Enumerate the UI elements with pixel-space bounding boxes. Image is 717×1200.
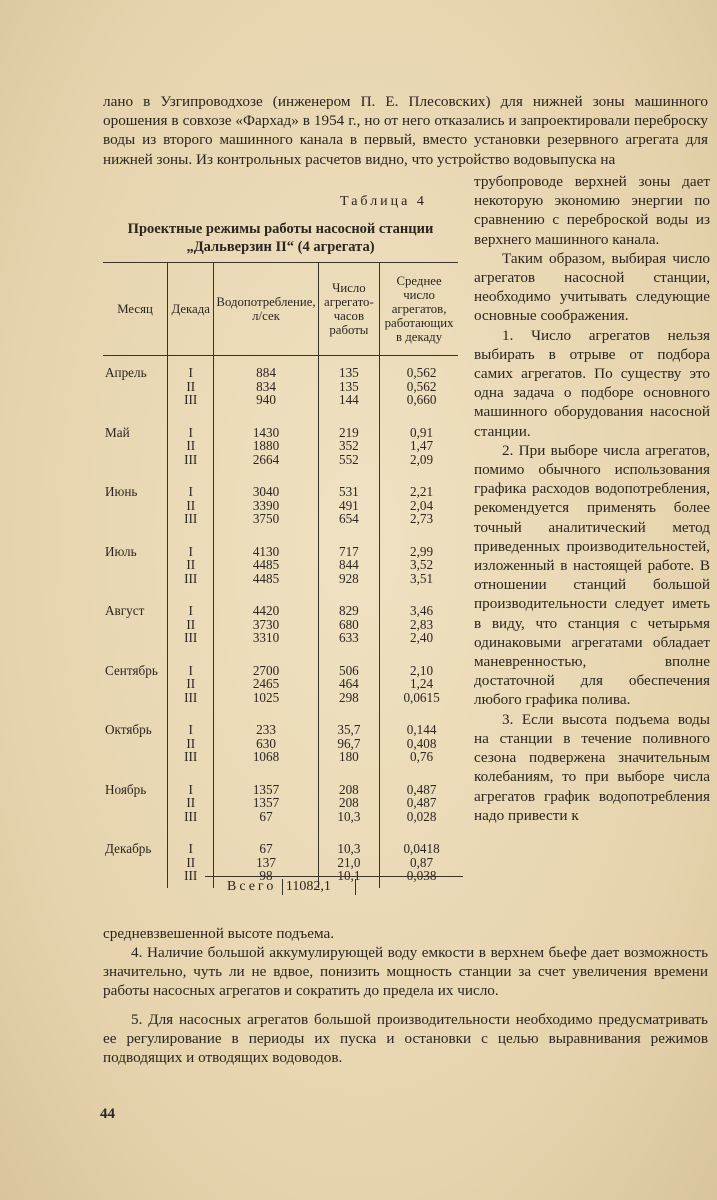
cell-decade-line: I [188, 722, 193, 737]
cell-avg [380, 590, 458, 650]
cell-hours-line: 491 [338, 497, 359, 513]
cell-month: Июнь [105, 484, 138, 499]
cell-consumption-line: 233 [256, 722, 276, 737]
cell-decade-line: III [184, 511, 198, 526]
cell-consumption [214, 650, 318, 710]
right-para-0: трубопроводе верхней зоны дает некоторую экономию энергии по сравнению с переброской воды из верхнего машинного канала. [474, 173, 710, 248]
cell-consumption [214, 471, 318, 531]
cell-consumption-line: 4485 [252, 557, 280, 572]
cell-consumption [214, 590, 318, 650]
pump-station-table [103, 262, 458, 888]
cell-consumption-line: 3750 [252, 511, 280, 526]
cell-consumption-line: 2465 [252, 676, 280, 691]
cell-decade [168, 356, 214, 412]
page-number: 44 [100, 1106, 115, 1122]
cell-avg-line: 0,0615 [403, 689, 440, 705]
cell-decade-line: II [186, 735, 196, 751]
cell-decade [168, 471, 214, 531]
cell-hours [318, 531, 380, 591]
table-label: Таблица 4 [340, 194, 427, 209]
cell-decade-line: I [188, 424, 193, 440]
header-hours: Число агрегато-часов работы [318, 263, 380, 356]
cell-hours-line: 144 [338, 392, 359, 407]
cell-consumption-line: 3310 [252, 630, 280, 645]
cell-hours-line: 135 [338, 365, 359, 380]
cell-avg [380, 650, 458, 710]
cell-hours [318, 590, 380, 650]
cell-avg-line: 2,83 [410, 616, 434, 632]
cell-consumption-line: 1068 [252, 749, 280, 764]
cell-hours-line: 219 [338, 424, 359, 440]
cell-decade-line: II [186, 676, 196, 691]
cell-avg-line: 3,51 [410, 570, 434, 586]
cell-hours-line: 717 [338, 543, 359, 559]
cell-hours-line: 633 [338, 630, 359, 645]
table-row [103, 590, 458, 650]
cell-avg-line: 2,99 [410, 543, 434, 559]
cell-hours [318, 412, 380, 472]
cell-avg-line: 3,46 [410, 603, 434, 618]
cell-avg [380, 531, 458, 591]
cell-hours [318, 769, 380, 829]
table-row [103, 709, 458, 769]
cell-hours-line: 928 [338, 570, 359, 586]
cell-hours-line: 531 [338, 484, 359, 499]
cell-avg-line: 2,40 [410, 630, 434, 645]
cell-avg [380, 709, 458, 769]
cell-hours-line: 180 [338, 749, 359, 764]
cell-decade-line: II [186, 557, 196, 572]
cell-hours [318, 356, 380, 412]
cell-consumption-line: 3040 [252, 484, 280, 499]
header-decade: Декада [168, 263, 214, 356]
cell-avg-line: 2,10 [410, 662, 434, 678]
cell-consumption-line: 4485 [252, 570, 280, 586]
cell-consumption-line: 1430 [252, 424, 280, 440]
cell-hours-line: 552 [338, 451, 359, 467]
cell-avg-line: 0,0418 [403, 841, 440, 856]
cell-consumption-line: 137 [256, 854, 276, 870]
cell-decade-line: I [188, 365, 193, 380]
cell-decade-line: III [184, 808, 198, 824]
cell-avg-line: 0,408 [406, 735, 437, 751]
table-body [103, 356, 458, 888]
cell-month: Май [105, 424, 130, 440]
cell-decade [168, 650, 214, 710]
table-row [103, 356, 458, 412]
cell-consumption [214, 709, 318, 769]
cell-avg-line: 2,73 [410, 511, 434, 526]
cell-month: Август [105, 603, 145, 618]
cell-consumption [214, 531, 318, 591]
cell-decade-line: II [186, 378, 196, 394]
cell-avg [380, 769, 458, 829]
cell-month: Октябрь [105, 722, 152, 737]
intro-paragraph: лано в Узгипроводхозе (инженером П. Е. Плесовских) для нижней зоны машинного орошения в совхозе «Фархад» в 1954 г., но от него отказались и запроектировали переброску воды из второго машинного канала в первый, вместо установки резервного агрегата для нижней зоны. Из контрольных расчетов видно, что устройство водовыпуска на [103, 93, 708, 168]
table-row [103, 471, 458, 531]
cell-consumption-line: 1880 [252, 438, 280, 453]
total-row [205, 876, 463, 895]
cell-avg-line: 1,47 [410, 438, 434, 453]
cell-decade-line: II [186, 497, 196, 513]
cell-hours-line: 96,7 [337, 735, 361, 751]
table-row [103, 531, 458, 591]
cell-decade-line: III [184, 630, 198, 645]
cell-avg-line: 0,91 [410, 424, 434, 440]
table-row [103, 412, 458, 472]
cell-decade-line: II [186, 795, 196, 810]
right-para-4: 3. Если высота подъема воды на станции в течение поливного сезона подвержена значительным колебаниям, то при выборе числа агрегатов график водопотребления надо привести к [474, 710, 710, 824]
cell-consumption-line: 884 [256, 365, 276, 380]
cell-hours-line: 10,3 [337, 841, 361, 856]
cell-consumption [214, 356, 318, 412]
cell-consumption-line: 67 [259, 808, 273, 824]
cell-consumption-line: 834 [256, 378, 276, 394]
cell-decade [168, 709, 214, 769]
cell-decade-line: III [184, 868, 198, 883]
right-para-1: Таким образом, выбирая число агрегатов насосной станции, необходимо учитывать следующие основные соображения. [474, 249, 710, 325]
cell-hours [318, 471, 380, 531]
cell-month: Июль [105, 543, 137, 559]
cell-hours-line: 35,7 [337, 722, 361, 737]
cell-avg-line: 0,487 [406, 781, 437, 797]
cell-consumption-line: 1025 [252, 689, 280, 705]
cell-decade-line: I [188, 543, 193, 559]
cell-consumption-line: 1357 [252, 795, 280, 810]
cell-month: Сентябрь [105, 662, 158, 678]
table-title-line1: Проектные режимы работы насосной станции [127, 221, 434, 237]
cell-decade-line: III [184, 570, 198, 586]
table-row [103, 769, 458, 829]
cell-decade-line: III [184, 451, 198, 467]
cell-hours-line: 844 [338, 557, 359, 572]
right-para-2: 1. Число агрегатов нельзя выбирать в отрыве от подбора самих агрегатов. По существу это одна задача о подборе основного машинного оборудования насосной станции. [474, 326, 710, 440]
cell-hours-line: 680 [338, 616, 359, 632]
cell-avg-line: 1,24 [410, 676, 434, 691]
cell-hours-line: 298 [338, 689, 359, 705]
cell-consumption-line: 630 [256, 735, 276, 751]
cell-decade-line: III [184, 749, 198, 764]
cell-consumption-line: 940 [256, 392, 276, 407]
table-title [103, 220, 458, 256]
cell-avg-line: 0,660 [406, 392, 437, 407]
cell-avg-line: 2,04 [410, 497, 434, 513]
cell-avg-line: 0,144 [406, 722, 437, 737]
cell-consumption-line: 67 [259, 841, 273, 856]
cell-avg-line: 0,038 [406, 868, 437, 883]
cell-hours [318, 709, 380, 769]
cell-avg-line: 2,09 [410, 451, 434, 467]
cell-avg-line: 0,87 [410, 854, 434, 870]
cell-consumption-line: 4420 [252, 603, 280, 618]
cell-avg [380, 356, 458, 412]
cell-consumption-line: 3390 [252, 497, 280, 513]
cell-avg-line: 0,562 [406, 378, 437, 394]
cell-hours-line: 208 [338, 795, 359, 810]
cell-decade [168, 412, 214, 472]
cell-decade-line: II [186, 616, 196, 632]
cell-month: Декабрь [105, 841, 152, 856]
cell-decade [168, 769, 214, 829]
cell-consumption [214, 769, 318, 829]
cell-decade [168, 590, 214, 650]
header-avg: Среднее число агрегатов, работающих в декаду [380, 263, 458, 356]
table-title-line2: „Дальверзин II“ (4 агрегата) [186, 239, 375, 255]
cell-consumption-line: 1357 [252, 781, 280, 797]
cell-avg-line: 2,21 [410, 484, 434, 499]
cell-month: Ноябрь [105, 781, 147, 797]
right-column [474, 172, 710, 825]
cell-avg-line: 0,562 [406, 365, 437, 380]
cell-avg-line: 3,52 [410, 557, 434, 572]
cell-decade-line: I [188, 662, 193, 678]
cell-hours-line: 21,0 [337, 854, 361, 870]
right-para-3: 2. При выборе числа агрегатов, помимо обычного использования графика расходов водопотребления, рекомендуется применять более точный аналитический метод приведенных производительностей, изложенный в настоящей работе. В отношении станций большой производительности следует иметь в виду, что станция с четырьмя одинаковыми агрегатами обладает маневренностью, вполне достаточной для обеспечения любого графика полива. [474, 441, 710, 709]
cell-decade-line: II [186, 854, 196, 870]
table-row [103, 650, 458, 710]
after-table-line: средневзвешенной высоте подъема. [103, 925, 335, 942]
cell-hours-line: 829 [338, 603, 359, 618]
cell-avg [380, 412, 458, 472]
cell-decade-line: II [186, 438, 196, 453]
cell-consumption-line: 2664 [252, 451, 280, 467]
cell-hours-line: 506 [338, 662, 359, 678]
cell-hours-line: 10,1 [337, 868, 361, 883]
total-label: Всего [227, 879, 277, 894]
cell-hours-line: 10,3 [337, 808, 361, 824]
cell-decade-line: I [188, 781, 193, 797]
item-4: 4. Наличие большой аккумулирующей воду емкости в верхнем бьефе дает возможность значительно, чуть ли не вдвое, понизить мощность станции за счет увеличения времени работы насосных агрегатов и сократить до предела их число. [103, 944, 708, 1000]
cell-avg-line: 0,76 [410, 749, 434, 764]
cell-consumption [214, 412, 318, 472]
cell-consumption-line: 98 [259, 868, 273, 883]
cell-consumption-line: 2700 [252, 662, 280, 678]
header-month: Месяц [103, 263, 168, 356]
cell-decade-line: I [188, 484, 193, 499]
cell-hours-line: 464 [338, 676, 359, 691]
cell-hours-line: 135 [338, 378, 359, 394]
cell-consumption-line: 4130 [252, 543, 280, 559]
cell-decade-line: III [184, 392, 198, 407]
cell-avg [380, 471, 458, 531]
cell-hours-line: 352 [338, 438, 359, 453]
cell-hours-line: 654 [338, 511, 359, 526]
total-value: 11082,1 [282, 879, 356, 895]
cell-decade-line: I [188, 841, 193, 856]
cell-decade [168, 531, 214, 591]
cell-consumption-line: 3730 [252, 616, 280, 632]
header-consumption: Водопотребление, л/сек [214, 263, 318, 356]
cell-hours [318, 650, 380, 710]
cell-decade-line: III [184, 689, 198, 705]
cell-avg-line: 0,028 [406, 808, 437, 824]
cell-avg-line: 0,487 [406, 795, 437, 810]
cell-decade-line: I [188, 603, 193, 618]
cell-month: Апрель [105, 365, 147, 380]
item-5: 5. Для насосных агрегатов большой производительности необходимо предусматривать ее регулирование в периоды их пуска и остановки с целью выравнивания режимов подводящих и отводящих водоводов. [103, 1011, 708, 1067]
cell-hours-line: 208 [338, 781, 359, 797]
